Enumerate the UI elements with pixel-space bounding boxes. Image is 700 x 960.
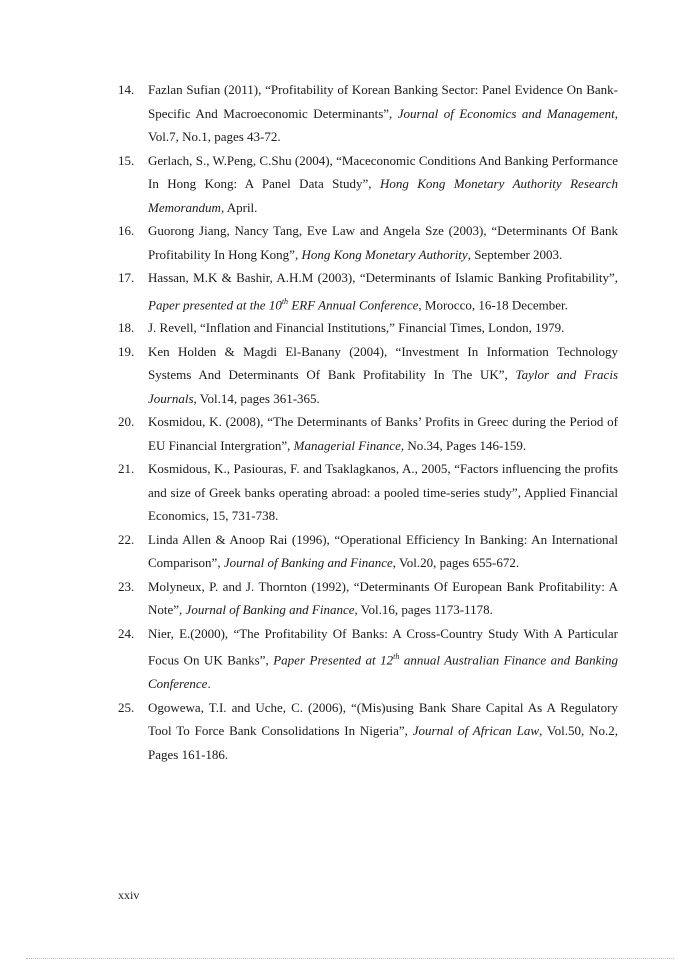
reference-item: [118, 340, 618, 411]
citation-segment: Kosmidous, K., Pasiouras, F. and Tsaklagkanos, A., 2005, “Factors influencing the profits and size of Greek banks operating abroad: a pooled time-series study”, Applied Financial Economics, 15, 731-738.: [148, 461, 618, 524]
reference-number: 16.: [118, 223, 135, 238]
superscript: th: [393, 652, 400, 662]
reference-item: [118, 78, 618, 149]
citation-segment: , Vol.20, pages 655-672.: [392, 555, 520, 571]
reference-item: [118, 266, 618, 316]
reference-number: 14.: [118, 82, 135, 97]
reference-item: [118, 410, 618, 457]
reference-text: [148, 78, 618, 149]
reference-text: [148, 575, 618, 622]
citation-segment: , Morocco, 16-18 December.: [418, 296, 568, 312]
citation-segment: , September 2003.: [467, 246, 563, 262]
page-number: xxiv: [118, 888, 140, 902]
reference-text: [148, 410, 618, 457]
reference-list: [118, 78, 618, 766]
italic-title: Journal of Banking and Finance: [223, 555, 393, 571]
citation-segment: Molyneux, P. and J. Thornton (1992), “Determinants Of European Bank Profitability: A Note”,: [148, 578, 618, 618]
italic-title: Journal of Economics and Management: [397, 105, 615, 121]
reference-item: [118, 457, 618, 528]
citation-segment: Guorong Jiang, Nancy Tang, Eve Law and Angela Sze (2003), “Determinants Of Bank Profitability In Hong Kong”,: [148, 223, 618, 262]
citation-segment: Kosmidou, K. (2008), “The Determinants of Banks’ Profits in Greec during the Period of EU Financial Intergration”,: [148, 414, 618, 453]
italic-title: Paper Presented at 12: [273, 652, 394, 668]
italic-title: Hong Kong Monetary Authority Research Memorandum: [148, 176, 618, 215]
reference-text: [148, 266, 618, 316]
citation-segment: , Vol.50, No.2, Pages 161-186.: [148, 723, 618, 762]
reference-number: 17.: [118, 270, 135, 285]
reference-item: [118, 316, 618, 340]
citation-segment: , No.34, Pages 146-159.: [400, 437, 527, 453]
citation-segment: , Vol.7, No.1, pages 43-72.: [148, 105, 618, 144]
citation-segment: Ken Holden & Magdi El-Banany (2004), “Investment In Information Technology Systems And Determinants Of Bank Profitability In The UK”,: [148, 343, 618, 383]
italic-title: Taylor and Fracis Journals: [148, 367, 618, 406]
reference-number: 18.: [118, 320, 135, 336]
reference-text: [148, 457, 618, 528]
citation-segment: Gerlach, S., W.Peng, C.Shu (2004), “Maceconomic Conditions And Banking Performance In Hong Kong: A Panel Data Study”,: [148, 152, 618, 191]
citation-segment: Ogowewa, T.I. and Uche, C. (2006), “(Mis)using Bank Share Capital As A Regulatory Tool To Force Bank Consolidations In Nigeria”,: [148, 699, 618, 739]
reference-text: [148, 340, 618, 411]
citation-segment: , April.: [220, 199, 258, 215]
italic-title: Hong Kong Monetary Authority: [301, 246, 468, 262]
reference-number: 21.: [118, 461, 135, 477]
reference-number: 20.: [118, 414, 135, 430]
reference-text: [148, 219, 618, 266]
reference-number: 23.: [118, 578, 135, 594]
reference-number: 25.: [118, 699, 135, 715]
citation-segment: , Vol.14, pages 361-365.: [193, 390, 320, 406]
citation-segment: Hassan, M.K & Bashir, A.H.M (2003), “Determinants of Islamic Banking Profitability”,: [148, 270, 618, 285]
reference-text: [148, 528, 618, 575]
reference-text: [148, 696, 618, 767]
citation-segment: Fazlan Sufian (2011), “Profitability of Korean Banking Sector: Panel Evidence On Bank- Specific And Macroeconomic Determinants”,: [148, 82, 618, 121]
reference-item: [118, 149, 618, 220]
reference-item: [118, 528, 618, 575]
citation-segment: .: [207, 676, 211, 692]
reference-number: 24.: [118, 625, 135, 641]
italic-title: ERF Annual Conference: [288, 296, 419, 312]
italic-title: Managerial Finance: [293, 437, 401, 453]
reference-text: [148, 149, 618, 220]
reference-number: 22.: [118, 531, 135, 547]
citation-segment: J. Revell, “Inflation and Financial Institutions,” Financial Times, London, 1979.: [148, 320, 565, 336]
reference-text: [148, 622, 618, 696]
reference-text: [148, 316, 618, 340]
reference-number: 19.: [118, 343, 135, 359]
citation-segment: , Vol.16, pages 1173-1178.: [354, 602, 493, 618]
reference-number: 15.: [118, 152, 135, 168]
superscript: th: [281, 296, 289, 306]
reference-item: [118, 696, 618, 767]
reference-item: [118, 622, 618, 696]
reference-item: [118, 575, 618, 622]
italic-title: Paper presented at the 10: [148, 296, 282, 312]
italic-title: Journal of Banking and Finance: [185, 602, 355, 618]
reference-item: [118, 219, 618, 266]
italic-title: Journal of African Law: [412, 723, 540, 739]
page-divider: [26, 958, 674, 959]
italic-title: annual Australian Finance and Banking Conference: [148, 652, 619, 692]
citation-segment: Nier, E.(2000), “The Profitability Of Banks: A Cross-Country Study With A Particular Focus On UK Banks”,: [148, 625, 618, 668]
citation-segment: Linda Allen & Anoop Rai (1996), “Operational Efficiency In Banking: An International Comparison”,: [148, 531, 618, 571]
